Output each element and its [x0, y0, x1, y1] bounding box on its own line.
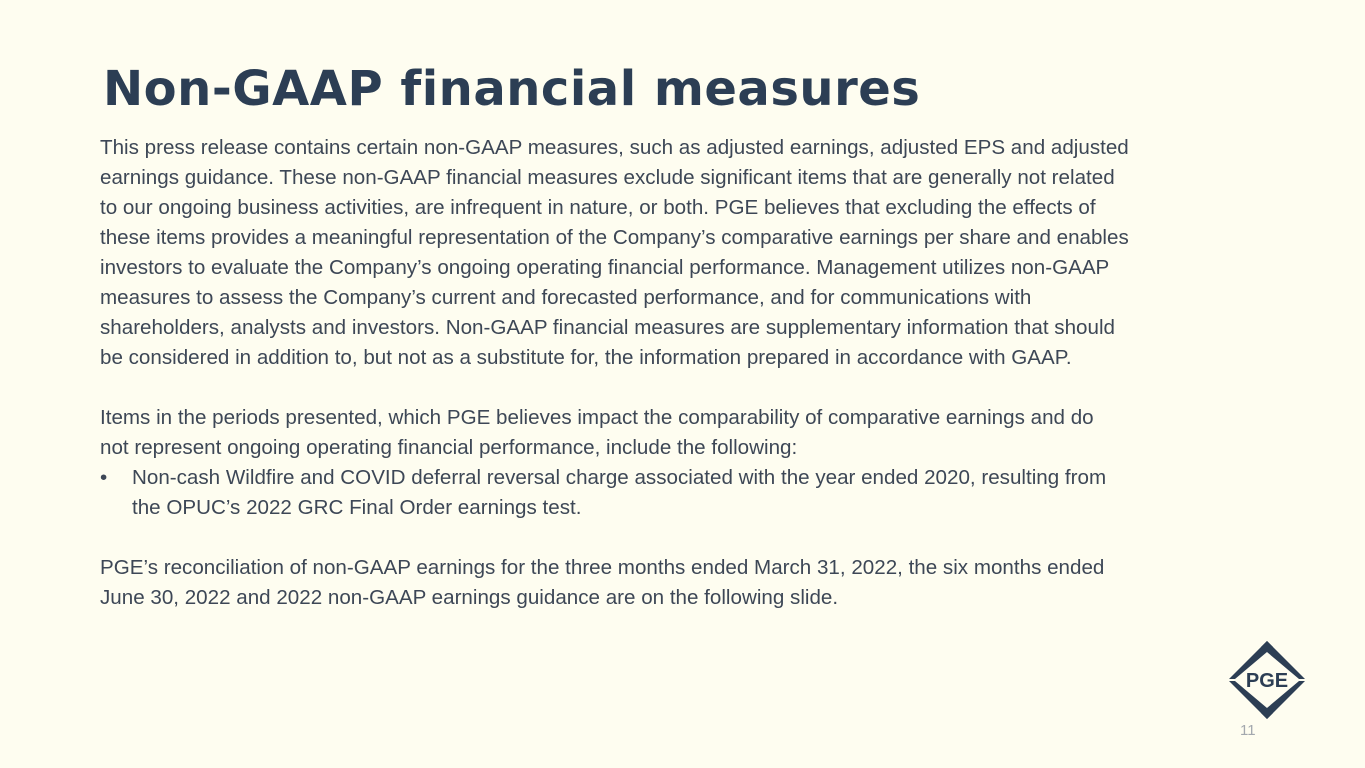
page-number: 11: [1240, 722, 1256, 739]
bullet-line-1: Non-cash Wildfire and COVID deferral reversal charge associated with the year ended 2020, resulting from: [132, 466, 1107, 489]
bullet-item: [100, 463, 1275, 523]
para3-line-2: June 30, 2022 and 2022 non-GAAP earnings guidance are on the following slide.: [100, 586, 839, 609]
slide-body: [100, 133, 1275, 613]
pge-logo-mark: [1227, 640, 1307, 720]
para2-line-2: not represent ongoing operating financial performance, include the following:: [100, 436, 798, 459]
para1-line-3: to our ongoing business activities, are infrequent in nature, or both. PGE believes that excluding the effects of: [100, 196, 1096, 219]
para1-line-5: investors to evaluate the Company’s ongoing operating financial performance. Management utilizes non-GAAP: [100, 256, 1110, 279]
para1-line-6: measures to assess the Company’s current and forecasted performance, and for communications with: [100, 286, 1032, 309]
bullet-line-2: the OPUC’s 2022 GRC Final Order earnings test.: [132, 496, 582, 519]
para2-line-1: Items in the periods presented, which PGE believes impact the comparability of comparative earnings and do: [100, 406, 1094, 429]
para1-line-4: these items provides a meaningful representation of the Company’s comparative earnings per share and enables: [100, 226, 1129, 249]
pge-logo: [1227, 640, 1307, 720]
para1-line-7: shareholders, analysts and investors. Non-GAAP financial measures are supplementary information that should: [100, 316, 1115, 339]
para3-line-1: PGE’s reconciliation of non-GAAP earnings for the three months ended March 31, 2022, the six months ended: [100, 556, 1105, 579]
slide-title: Non-GAAP financial measures: [103, 61, 921, 117]
para1-line-8: be considered in addition to, but not as a substitute for, the information prepared in accordance with GAAP.: [100, 346, 1072, 369]
paragraph-gap: [100, 373, 1275, 403]
logo-wordmark: PGE: [1245, 670, 1289, 692]
para1-line-1: This press release contains certain non-GAAP measures, such as adjusted earnings, adjusted EPS and adjusted: [100, 136, 1129, 159]
bullet-marker: •: [100, 466, 108, 489]
para1-line-2: earnings guidance. These non-GAAP financial measures exclude significant items that are generally not related: [100, 166, 1115, 189]
paragraph-gap: [100, 523, 1275, 553]
